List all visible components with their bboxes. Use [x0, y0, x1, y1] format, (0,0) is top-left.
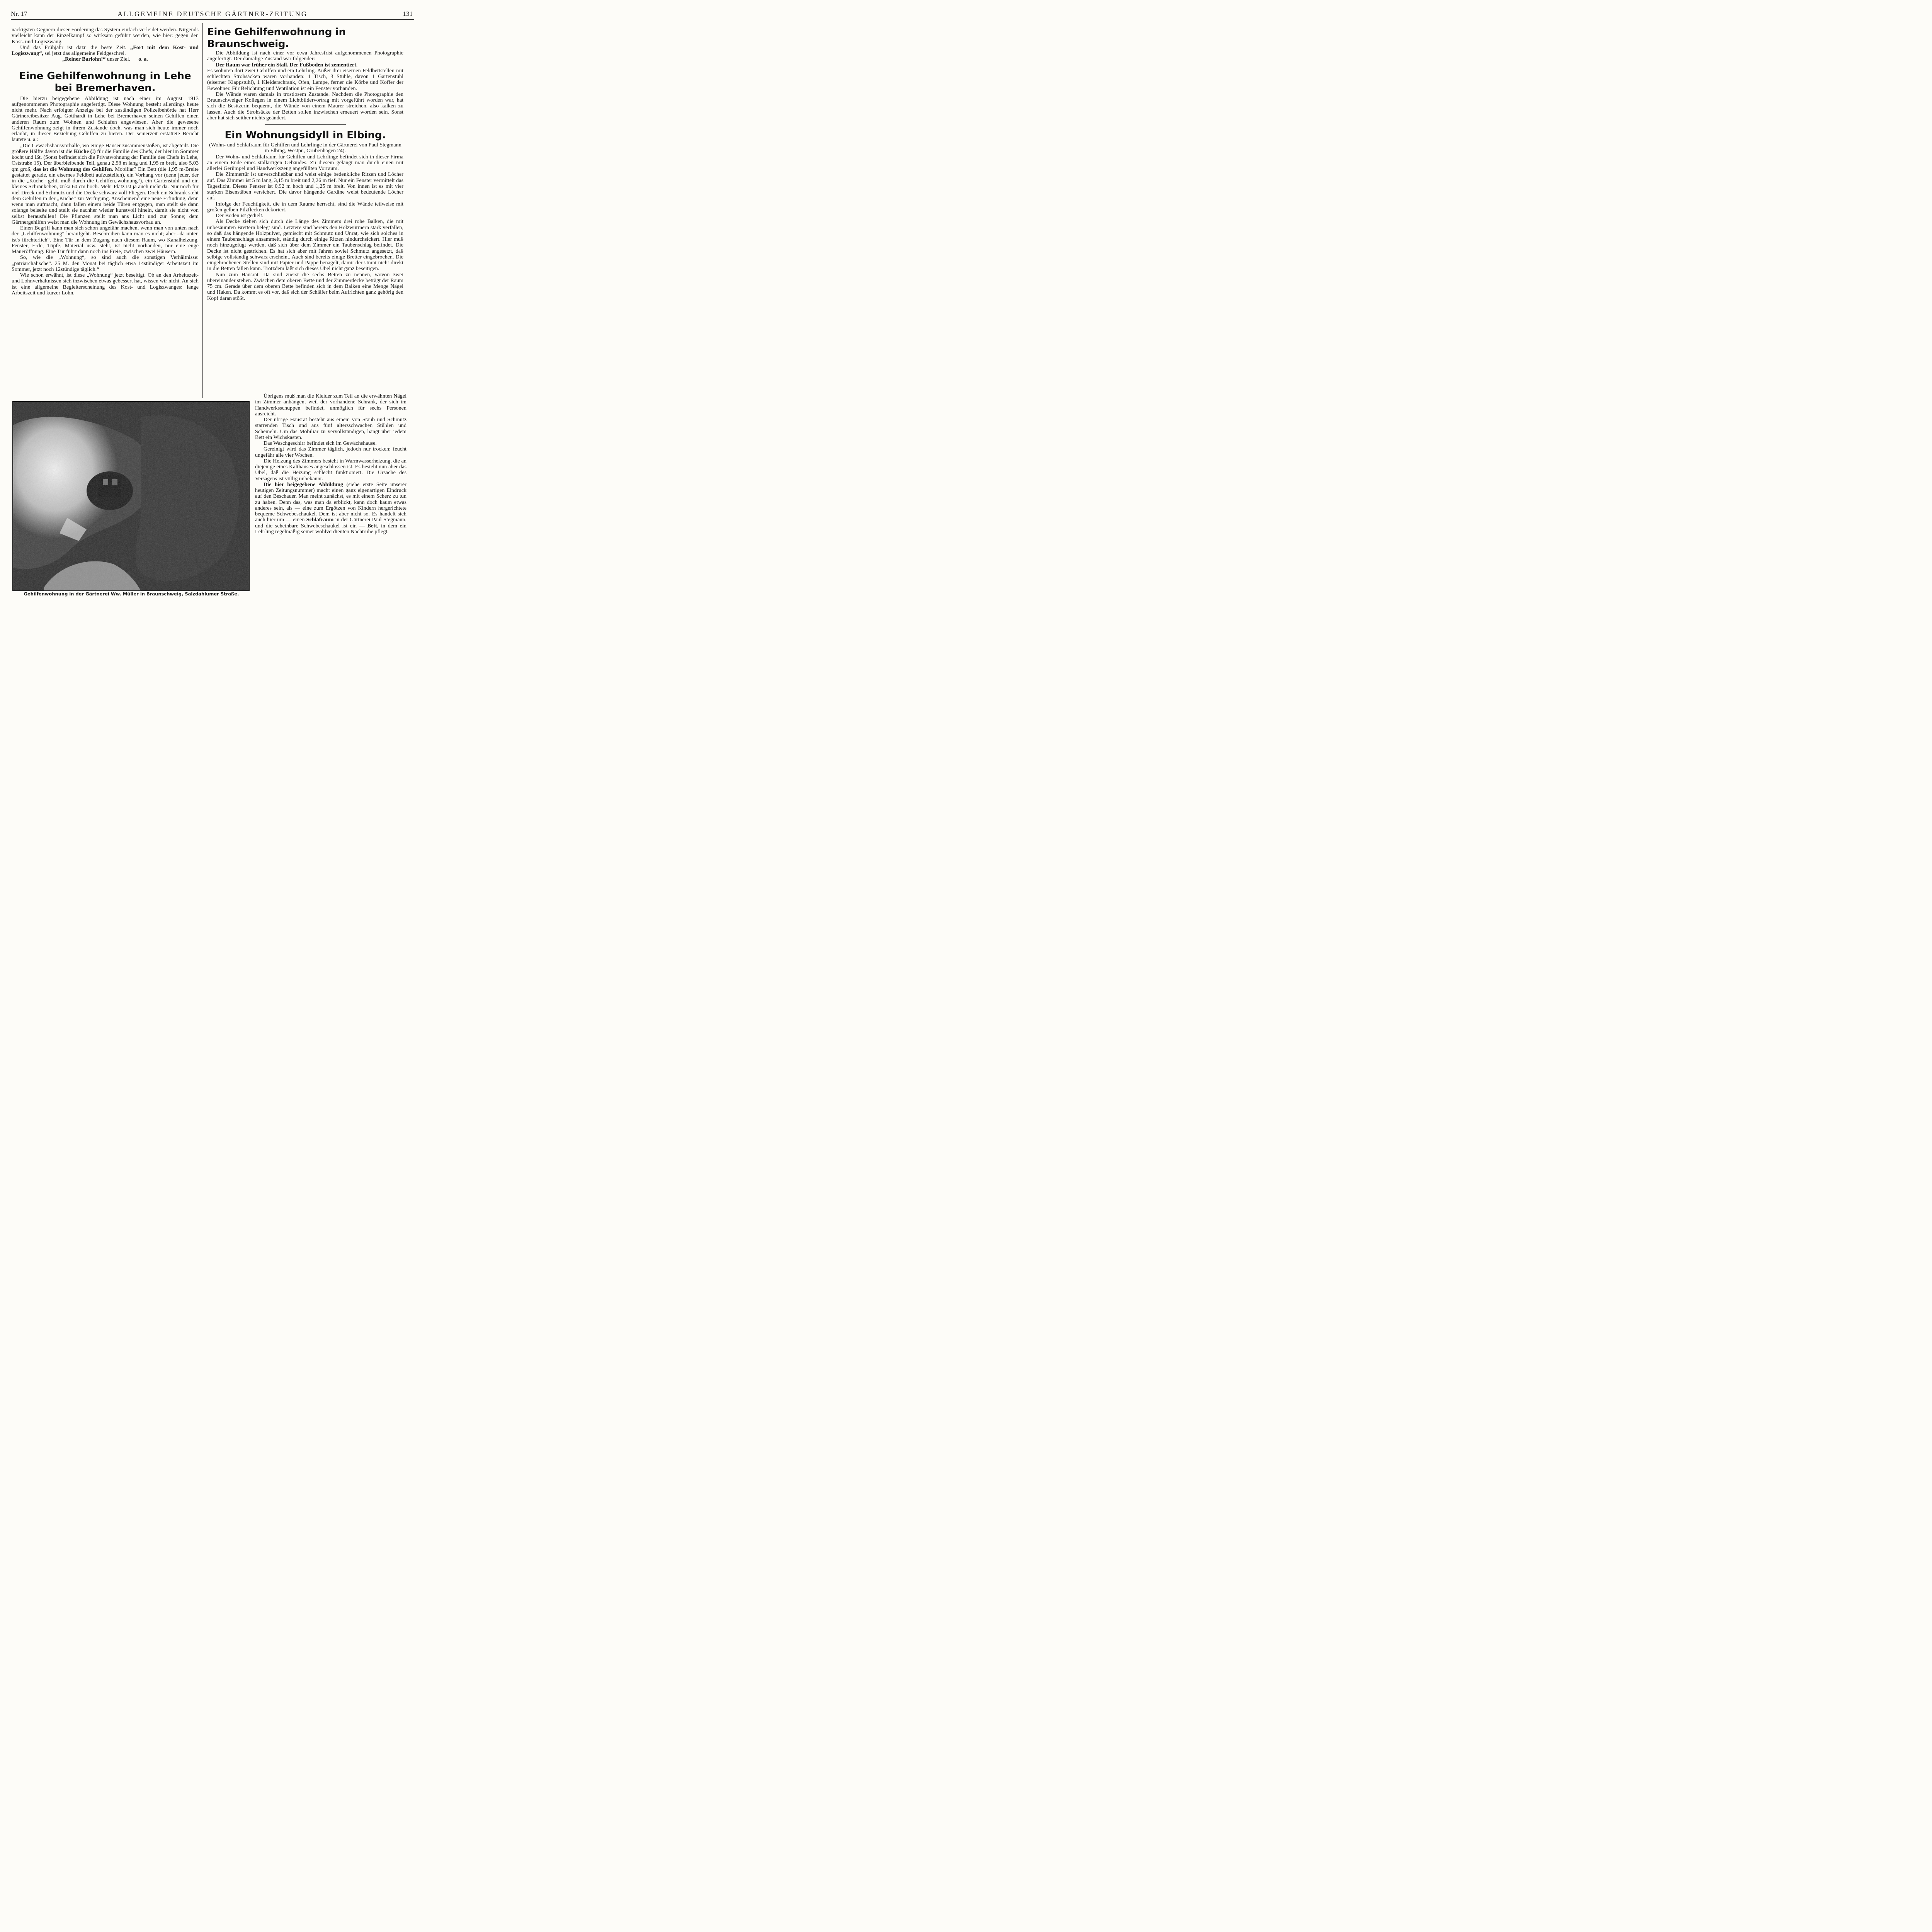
left-column	[12, 27, 199, 296]
lehe-paragraph-5: Wie schon erwähnt, ist diese „Wohnung“ jetzt beseitigt. Ob an den Arbeitszeit- und Lohnverhältnissen sich inzwischen etwas gebessert hat, wissen wir nicht. An sich ist eine allgemeine Begleiterscheinung des Kost- und Logiszwanges: lange Arbeitszeit und kurzer Lohn.	[12, 272, 199, 296]
braunschweig-paragraph-2: Der Raum war früher ein Stall. Der Fußboden ist zementiert.	[216, 61, 358, 68]
intro-paragraph-2: Und das Frühjahr ist dazu die beste Zeit. „Fort mit dem Kost- und Logiszwang“, sei jetzt das allgemeine Feldgeschrei.	[12, 44, 199, 56]
elbing-paragraph-8: Der übrige Hausrat besteht aus einem von Staub und Schmutz starrenden Tisch und aus fünf altersschwachen Stühlen und Schemeln. Um das Mobiliar zu vervollständigen, hängt über jedem Bett ein Wichskasten.	[255, 417, 406, 440]
elbing-paragraph-2: Die Zimmertür ist unverschließbar und weist einige bedenkliche Ritzen und Löcher auf. Das Zimmer ist 5 m lang, 3,15 m breit und 2,26 m tief. Nur ein Fenster vermittelt das Tageslicht. Dieses Fenster ist 0,92 m hoch und 1,25 m breit. Von innen ist es mit vier starken Eisenstäben versichert. Die davor hängende Gardine weist bedeutende Löcher auf.	[207, 171, 403, 201]
elbing-subtitle: (Wohn- und Schlafraum für Gehilfen und Lehrlinge in der Gärtnerei von Paul Stegmann in Elbing, Westpr., Grubenhagen 24).	[209, 142, 401, 154]
elbing-paragraph-9: Das Waschgeschirr befindet sich im Gewächshause.	[264, 440, 377, 446]
intro-paragraph-3: „Reiner Barlohn!“ unser Ziel. o. a.	[62, 56, 148, 63]
right-column	[207, 26, 403, 301]
elbing-heading: Ein Wohnungsidyll in Elbing.	[224, 129, 386, 141]
newspaper-page	[0, 0, 425, 609]
right-column-lower	[255, 393, 406, 535]
column-rule	[202, 23, 203, 398]
page-number: 131	[403, 10, 413, 17]
lehe-paragraph-4: So, wie die „Wohnung“, so sind auch die sonstigen Verhältnisse: „patriarchalische“. 25 M. den Monat bei täglich etwa 14stündiger Arbeitszeit im Sommer, jetzt noch 12stündige täglich.“	[12, 254, 199, 272]
header-rule	[11, 19, 414, 20]
room-photograph	[12, 401, 250, 591]
elbing-paragraph-11: Die Heizung des Zimmers besteht in Warmwasserheizung, die an diejenige eines Kalthauses angeschlossen ist. Es besteht nun aber das Übel, daß die Heizung schlecht funktioniert. Die Ursache des Versagens ist völlig unbekannt.	[255, 457, 406, 482]
braunschweig-heading: Eine Gehilfenwohnung in Braunschweig.	[207, 26, 346, 50]
intro-paragraph-1: näckigsten Gegnern dieser Forderung das System einfach verleidet werden. Nirgends vielleicht kann der Einzelkampf so wirksam geführt werden, wie hier: gegen den Kost- und Logiszwang.	[12, 27, 199, 45]
elbing-paragraph-7: Übrigens muß man die Kleider zum Teil an die erwähnten Nägel im Zimmer anhängen, weil der vorhandene Schrank, der sich im Handwerksschuppen befindet, unmöglich für sechs Personen ausreicht.	[255, 393, 406, 417]
elbing-paragraph-10: Gereinigt wird das Zimmer täglich, jedoch nur trocken; feucht ungefähr alle vier Wochen.	[255, 446, 406, 458]
photo-caption: Gehilfenwohnung in der Gärtnerei Ww. Müller in Braunschweig, Salzdahlumer Straße.	[24, 591, 239, 597]
elbing-paragraph-12: Die hier beigegebene Abbildung (siehe erste Seite unserer heutigen Zeitungsnummer) macht einen ganz eigenartigen Eindruck auf den Beschauer. Man meint zunächst, es mit einem Scherz zu tun zu haben. Denn das, was man da erblickt, kann doch kaum etwas anderes sein, als — eine zum Ergötzen von Kindern hergerichtete bequeme Schwebeschaukel. Dem ist aber nicht so. Es handelt sich auch hier um — einen Schlafraum in der Gärtnerei Paul Stegmann, und die scheinbare Schwebeschaukel ist ein — Bett, in dem ein Lehrling regelmäßig seiner wohlverdienten Nachtruhe pflegt.	[255, 481, 406, 535]
signature: o. a.	[138, 56, 148, 63]
lehe-paragraph-3: Einen Begriff kann man sich schon ungefähr machen, wenn man von unten nach der „Gehilfenwohnung“ heraufgeht. Beschreiben kann man es nicht; aber „da unten ist's fürchterlich“. Eine Tür in dem Zugang nach diesem Raum, wo Kanalheizung, Fenster, Erde, Töpfe, Material usw. steht, ist nicht vorhanden, nur eine enge Maueröffnung. Eine Tür führt dann noch ins Freie, zwischen zwei Häusern.	[12, 225, 199, 255]
elbing-paragraph-1: Der Wohn- und Schlafraum für Gehilfen und Lehrlinge befindet sich in dieser Firma an einem Ende eines stallartigen Gebäudes. Zu diesem gelangt man durch einen mit allerlei Gerümpel und Handwerkszeug angefüllten Vorraum.	[207, 153, 403, 172]
lehe-paragraph-1: Die hierzu beigegebene Abbildung ist nach einer im August 1913 aufgenommenen Photographie angefertigt. Diese Wohnung besteht allerdings heute nicht mehr. Nach erfolgter Anzeige bei der zuständigen Polizeibehörde hat Herr Gärtnereibesitzer Aug. Gotthardt in Lehe bei Bremerhaven seinen Gehilfen einen anderen Raum zum Wohnen und Schlafen angewiesen. Aber die gewesene Gehilfenwohnung zeigt in ihrem Zustande doch, was man sich heute immer noch erlaubt, in dieser Beziehung Gehilfen zu bieten. Der seinerzeit erstattete Bericht lautete u. a.:	[12, 95, 199, 143]
braunschweig-paragraph-1: Die Abbildung ist nach einer vor etwa Jahresfrist aufgenommenen Photographie angefertigt. Der damalige Zustand war folgender:	[207, 50, 403, 62]
lehe-paragraph-2: „Die Gewächshausvorhalle, wo einige Häuser zusammenstoßen, ist abgeteilt. Die größere Hälfte davon ist die Küche (!) für die Familie des Chefs, der hier im Sommer kocht und ißt. (Sonst befindet sich die Privatwohnung der Familie des Chefs in Lehe, Oststraße 15). Der überbleibende Teil, genau 2,58 m lang und 1,95 m breit, also 5,03 qm groß, das ist die Wohnung des Gehilfen. Mobiliar? Ein Bett (die 1,95 m-Breite gestattet gerade, ein eisernes Feldbett aufzustellen), ein Vorhang vor (denn jeder, der in die „Küche“ geht, muß durch die Gehilfen„wohnung“), ein Gartenstuhl und ein kleines Schränkchen, zirka 60 cm hoch. Mehr Platz ist ja auch nicht da. Nur noch für viel Dreck und Schmutz und die Decke schwarz voll Fliegen. Doch ein Schrank steht dem Gehilfen in der „Küche“ zur Verfügung. Anscheinend eine neue Erfindung, denn wenn man aufmacht, dann fallen einem beide Türen entgegen, man stellt sie dann solange beiseite und stellt sie nachher wieder kunstvoll hinein, damit sie nicht von selbst herausfallen! Die Pflanzen stellt man ans Licht und zur Sonne; dem Gärtnergehilfen weist man die Wohnung im Gewächshausvorbau an.	[12, 142, 199, 225]
braunschweig-paragraph-3: Es wohnten dort zwei Gehilfen und ein Lehrling. Außer drei eisernen Feldbettstellen mit schlechten Strohsäcken waren vorhanden: 1 Tisch, 3 Stühle, davon 1 Gartenstuhl (eiserner Klappstuhl), 1 Kleiderschrank, Ofen, Lampe, ferner die Körbe und Koffer der Bewohner. Für Belichtung und Ventilation ist ein Fenster vorhanden.	[207, 67, 403, 92]
section-separator	[265, 124, 346, 125]
elbing-paragraph-6: Nun zum Hausrat. Da sind zuerst die sechs Betten zu nennen, wovon zwei übereinander stehen. Zwischen dem oberen Bette und der Zimmerdecke beträgt der Raum 75 cm. Gerade über dem oberen Bette befinden sich in dem Balken eine Menge Nägel und Haken. Da kommt es oft vor, daß sich der Schläfer beim Aufrichten ganz gehörig den Kopf daran stößt.	[207, 271, 403, 301]
newspaper-title: ALLGEMEINE DEUTSCHE GÄRTNER-ZEITUNG	[117, 10, 308, 18]
elbing-paragraph-4: Der Boden ist gedielt.	[216, 213, 264, 219]
lehe-heading: Eine Gehilfenwohnung in Lehe bei Bremerhaven.	[19, 70, 191, 94]
elbing-paragraph-3: Infolge der Feuchtigkeit, die in dem Raume herrscht, sind die Wände teilweise mit großen gelben Pilzflecken dekoriert.	[207, 201, 403, 213]
braunschweig-paragraph-4: Die Wände waren damals in trostlosem Zustande. Nachdem die Photographie den Braunschweiger Kollegen in einem Lichtbildervortrag mit vorgeführt worden war, hat sich die Besitzerin bequemt, die Wände von einem Maurer streichen, also kalken zu lassen. Auch die Strohsäcke der Betten sollen inzwischen erneuert worden sein. Sonst aber hat sich seither nichts geändert.	[207, 91, 403, 121]
issue-number: Nr. 17	[11, 10, 27, 17]
elbing-paragraph-5: Als Decke ziehen sich durch die Länge des Zimmers drei rohe Balken, die mit unbesäumten Brettern belegt sind. Letztere sind bereits den Holzwürmern stark verfallen, so daß das hängende Holzpulver, gemischt mit Schmutz und Unrat, wie sich solches in einem Taubenschlage ansammelt, ständig durch einige Ritzen hindurchsickert. Hier muß noch hinzugefügt werden, daß sich über dem Zimmer ein Taubenschlag befindet. Die Decke ist nicht gestrichen. Es hat sich aber mit Jahren soviel Schmutz angesetzt, daß selbige vollständig schwarz erscheint. Auch sind bereits einige Bretter eingebrochen. Die eingebrochenen Stellen sind mit Papier und Pappe benagelt, damit der Unrat nicht direkt in die Betten fallen kann. Trotzdem läßt sich dieses Übel nicht ganz beseitigen.	[207, 218, 403, 272]
photo-image	[13, 402, 249, 590]
